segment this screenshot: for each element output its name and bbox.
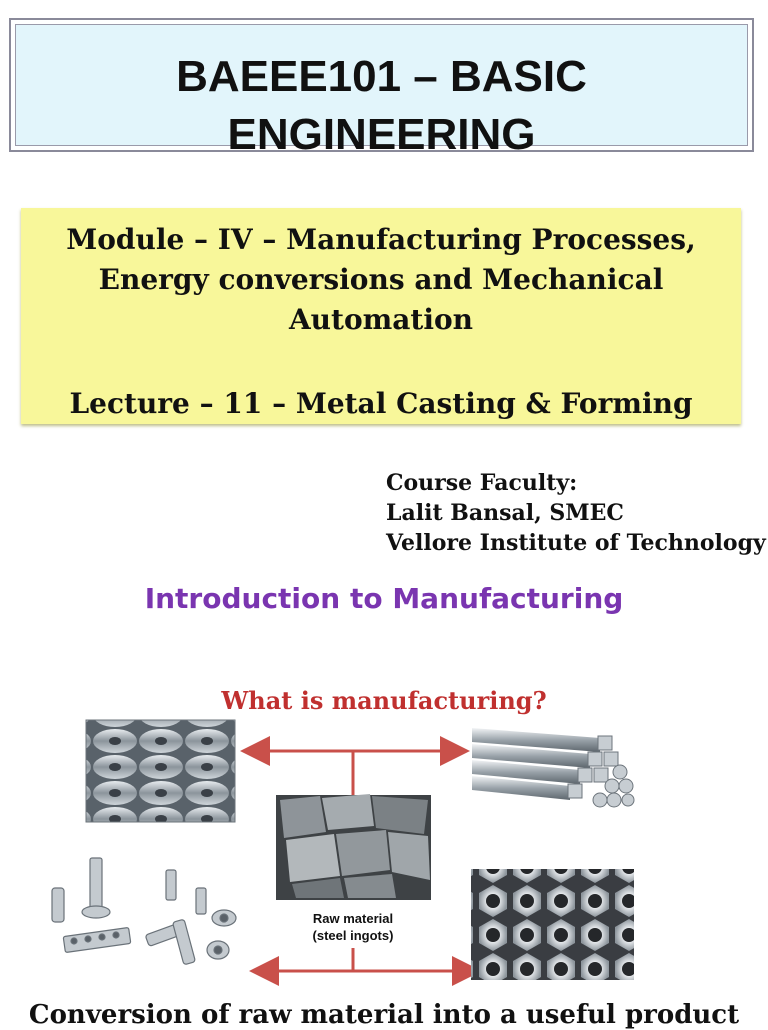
faculty-institution: Vellore Institute of Technology xyxy=(386,530,766,556)
module-line2: Energy conversions and Mechanical xyxy=(98,263,664,296)
lecture-title: Lecture – 11 – Metal Casting & Forming xyxy=(69,387,693,420)
raw-material-label xyxy=(282,910,424,944)
diagram-heading: What is manufacturing? xyxy=(221,686,547,715)
faculty-name: Lalit Bansal, SMEC xyxy=(386,500,624,526)
machined-parts-image xyxy=(52,858,236,965)
intro-heading: Introduction to Manufacturing xyxy=(144,582,624,615)
course-title-line1: BAEEE101 – BASIC xyxy=(176,52,587,101)
steel-tubes-image xyxy=(470,718,635,823)
raw-material-label-line2: (steel ingots) xyxy=(312,928,394,943)
module-line1: Module – IV – Manufacturing Processes, xyxy=(66,223,696,256)
faculty-label: Course Faculty: xyxy=(386,470,578,496)
hex-nuts-image xyxy=(471,869,634,980)
course-title-line2: ENGINEERING xyxy=(227,110,536,159)
steel-ingots-image xyxy=(276,794,431,900)
module-line3: Automation xyxy=(288,303,474,336)
raw-material-label-line1: Raw material xyxy=(312,911,394,926)
diagram-caption: Conversion of raw material into a useful product xyxy=(28,1000,740,1030)
steel-coils-image xyxy=(86,720,235,822)
